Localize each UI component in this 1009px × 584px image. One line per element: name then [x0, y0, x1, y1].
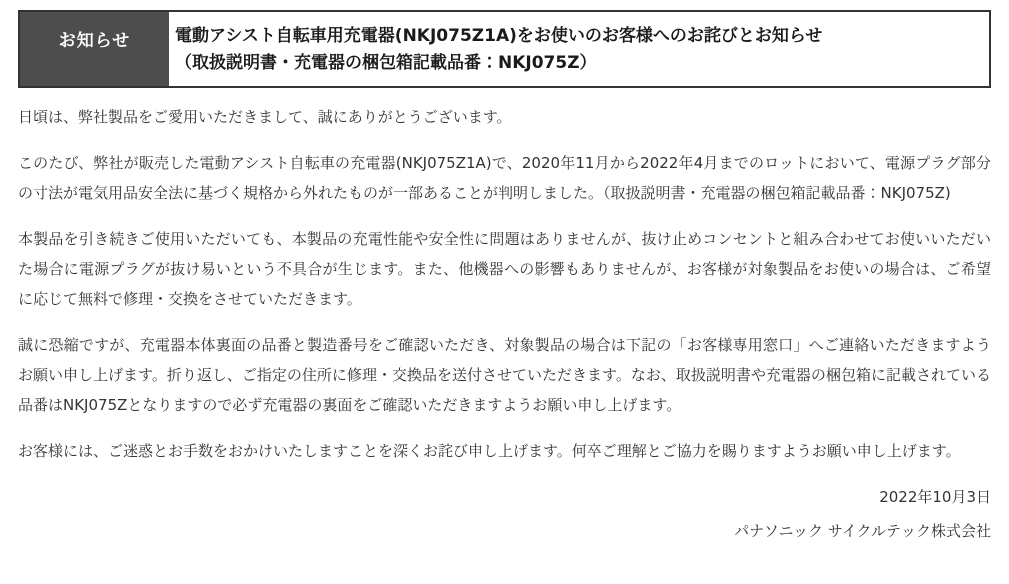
notice-label: お知らせ — [20, 12, 169, 86]
company-name: パナソニック サイクルテック株式会社 — [734, 522, 991, 540]
notice-title-line1: 電動アシスト自転車用充電器(NKJ075Z1A)をお使いのお客様へのお詫びとお知らせ — [175, 26, 823, 46]
notice-body — [18, 88, 991, 546]
paragraph-contact-instructions: 誠に恐縮ですが、充電器本体裏面の品番と製造番号をご確認いただき、対象製品の場合は下記の「お客様専用窓口」へご連絡いただきますようお願い申し上げます。折り返し、ご指定の住所に修理・交換品を送付させていただきます。なお、取扱説明書や充電器の梱包箱に記載されている品番はNKJ075Zとなりますので必ず充電器の裏面をご確認いただきますようお願い申し上げます。 — [18, 336, 991, 414]
notice-header — [18, 10, 991, 88]
paragraph-greeting: 日頃は、弊社製品をご愛用いただきまして、誠にありがとうございます。 — [18, 108, 512, 126]
paragraph-apology: お客様には、ご迷惑とお手数をおかけいたしますことを深くお詫び申し上げます。何卒ご理解とご協力を賜りますようお願い申し上げます。 — [18, 442, 961, 460]
notice-title-line2: （取扱説明書・充電器の梱包箱記載品番：NKJ075Z） — [175, 53, 597, 73]
paragraph-issue-description: このたび、弊社が販売した電動アシスト自転車の充電器(NKJ075Z1A)で、2020年11月から2022年4月までのロットにおいて、電源プラグ部分の寸法が電気用品安全法に基づく規格から外れたものが一部あることが判明しました。（取扱説明書・充電器の梱包箱記載品番：NKJ075Z) — [18, 154, 991, 202]
notice-date: 2022年10月3日 — [879, 488, 991, 506]
notice-title — [169, 12, 989, 86]
paragraph-safety-note: 本製品を引き続きご使用いただいても、本製品の充電性能や安全性に問題はありませんが、抜け止めコンセントと組み合わせてお使いいただいた場合に電源プラグが抜け易いという不具合が生じます。また、他機器への影響もありませんが、お客様が対象製品をお使いの場合は、ご希望に応じて無料で修理・交換をさせていただきます。 — [18, 230, 991, 308]
